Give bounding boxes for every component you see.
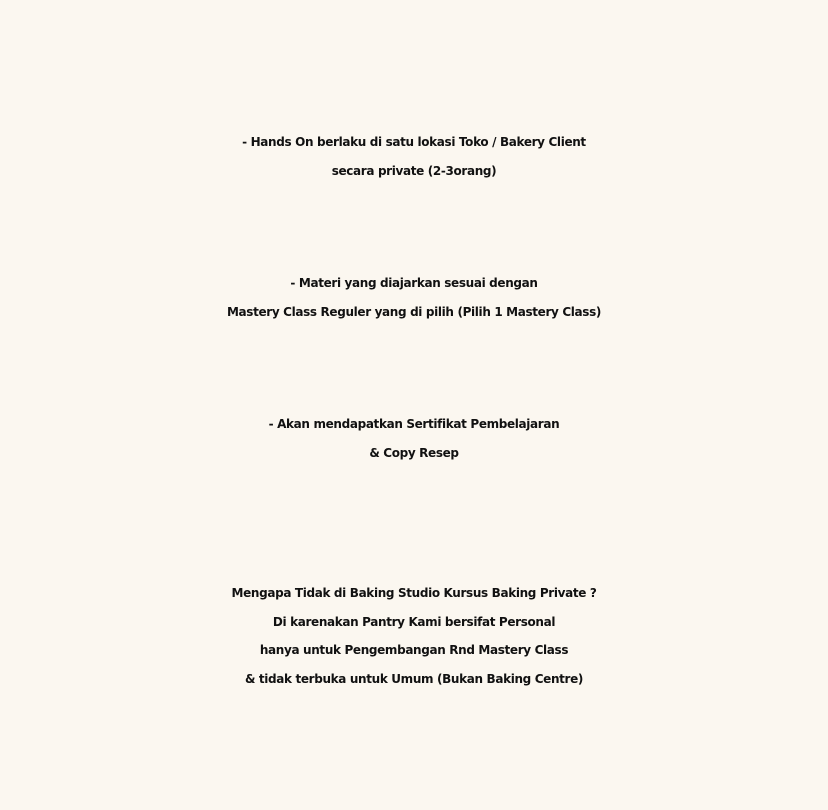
text-line: Di karenakan Pantry Kami bersifat Personal xyxy=(272,614,556,629)
materi-info xyxy=(0,269,828,326)
text-line: - Hands On berlaku di satu lokasi Toko / Bakery Client xyxy=(242,135,586,149)
faq-info xyxy=(0,579,828,693)
text-line: - Materi yang diajarkan sesuai dengan xyxy=(290,276,538,290)
text-line: secara private (2-3orang) xyxy=(331,163,497,178)
text-line: & Copy Resep xyxy=(369,445,459,460)
text-line: - Akan mendapatkan Sertifikat Pembelajaran xyxy=(268,417,560,431)
hands-on-info xyxy=(0,128,828,185)
text-line: Mastery Class Reguler yang di pilih (Pilih 1 Mastery Class) xyxy=(226,304,602,319)
sertifikat-info xyxy=(0,410,828,467)
text-line: hanya untuk Pengembangan Rnd Mastery Class xyxy=(259,643,569,657)
text-line: Mengapa Tidak di Baking Studio Kursus Baking Private ? xyxy=(231,586,597,600)
text-line: & tidak terbuka untuk Umum (Bukan Baking Centre) xyxy=(244,671,584,686)
